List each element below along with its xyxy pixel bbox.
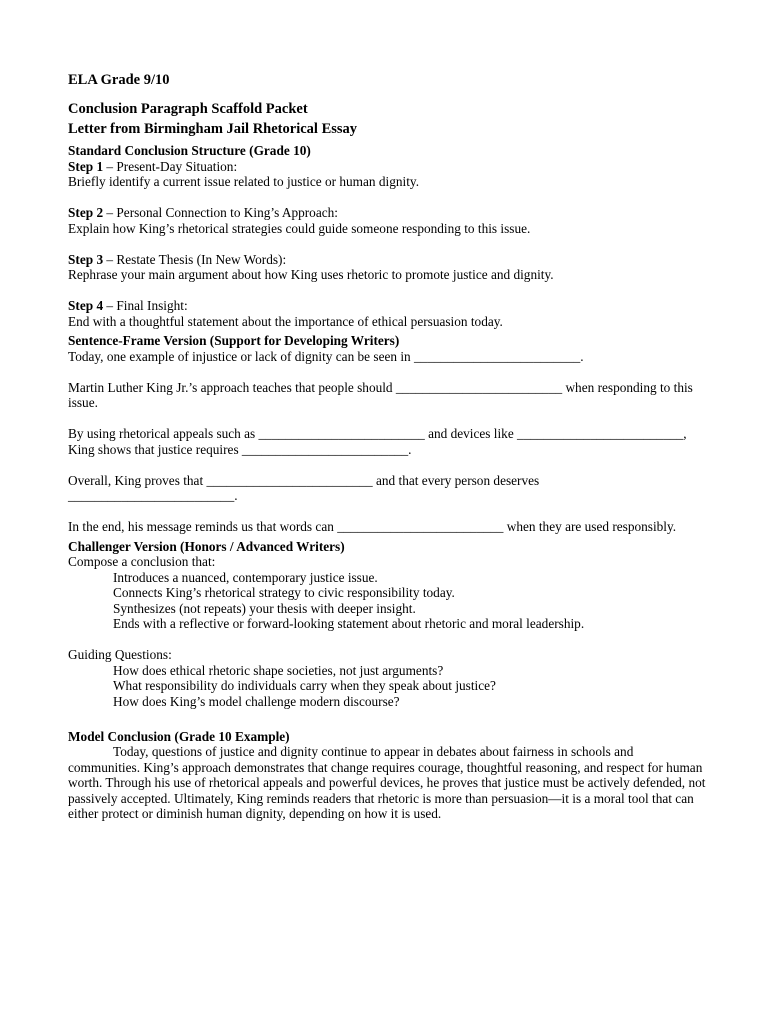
challenger-heading: Challenger Version (Honors / Advanced Writers)	[68, 538, 345, 554]
step-label: Step 2	[68, 205, 104, 220]
list-item: Introduces a nuanced, contemporary justice issue.	[113, 569, 378, 585]
step-label: Step 3	[68, 251, 104, 267]
step-label: Step 1	[68, 158, 104, 174]
list-item: Ends with a reflective or forward-looking statement about rhetoric and moral leadership.	[113, 616, 585, 631]
challenger-intro: Compose a conclusion that:	[68, 554, 216, 569]
standard-structure-section	[68, 143, 708, 329]
grade-label: ELA Grade 9/10	[68, 72, 170, 88]
list-item: Synthesizes (not repeats) your thesis with deeper insight.	[113, 600, 416, 616]
step-title: – Personal Connection to King’s Approach:	[103, 205, 338, 220]
step-desc: Rephrase your main argument about how King uses rhetoric to promote justice and dignity.	[68, 267, 554, 282]
step-2	[68, 205, 708, 236]
challenger-section	[68, 539, 708, 710]
sentence-frame-3: By using rhetorical appeals such as _________________________ and devices like _________________________, King shows that justice requires _________________________.	[68, 426, 687, 457]
model-heading: Model Conclusion (Grade 10 Example)	[68, 728, 290, 744]
step-1	[68, 159, 708, 190]
step-label: Step 4	[68, 298, 104, 313]
frames-heading: Sentence-Frame Version (Support for Developing Writers)	[68, 333, 400, 348]
sentence-frame-5: In the end, his message reminds us that words can _________________________ when they are used responsibly.	[68, 519, 677, 534]
step-title: – Present-Day Situation:	[103, 158, 238, 174]
sentence-frame-2: Martin Luther King Jr.’s approach teaches that people should _________________________ when responding to this issue.	[68, 379, 693, 410]
step-3	[68, 252, 708, 283]
step-desc: End with a thoughtful statement about the importance of ethical persuasion today.	[68, 313, 503, 329]
guiding-question: How does ethical rhetoric shape societies, not just arguments?	[113, 662, 444, 678]
essay-title: Letter from Birmingham Jail Rhetorical Essay	[68, 121, 358, 137]
step-desc: Explain how King’s rhetorical strategies could guide someone responding to this issue.	[68, 220, 531, 236]
packet-title: Conclusion Paragraph Scaffold Packet	[68, 101, 308, 117]
standard-heading: Standard Conclusion Structure (Grade 10)	[68, 143, 311, 158]
step-title: – Restate Thesis (In New Words):	[103, 251, 287, 267]
model-conclusion-section	[68, 729, 708, 822]
model-paragraph: Today, questions of justice and dignity continue to appear in debates about fairness in schools and communities. King’s approach demonstrates that change requires courage, thoughtful reasoning, and respect for human worth. Through his use of rhetorical appeals and powerful devices, he proves that justice must be actively defended, not passively accepted. Ultimately, King reminds readers that rhetoric is more than persuasion—it is a moral tool that can either protect or diminish human dignity, depending on how it is used.	[68, 744, 706, 821]
step-title: – Final Insight:	[103, 298, 188, 313]
guiding-question: How does King’s model challenge modern discourse?	[113, 693, 400, 709]
step-desc: Briefly identify a current issue related to justice or human dignity.	[68, 174, 420, 189]
sentence-frame-1: Today, one example of injustice or lack of dignity can be seen in _________________________.	[68, 348, 584, 364]
guiding-questions-label: Guiding Questions:	[68, 647, 172, 662]
sentence-frame-section	[68, 333, 708, 535]
step-4	[68, 298, 708, 329]
sentence-frame-4: Overall, King proves that _________________________ and that every person deserves _________________________.	[68, 472, 540, 503]
list-item: Connects King’s rhetorical strategy to civic responsibility today.	[113, 585, 455, 600]
guiding-question: What responsibility do individuals carry when they speak about justice?	[113, 678, 496, 693]
